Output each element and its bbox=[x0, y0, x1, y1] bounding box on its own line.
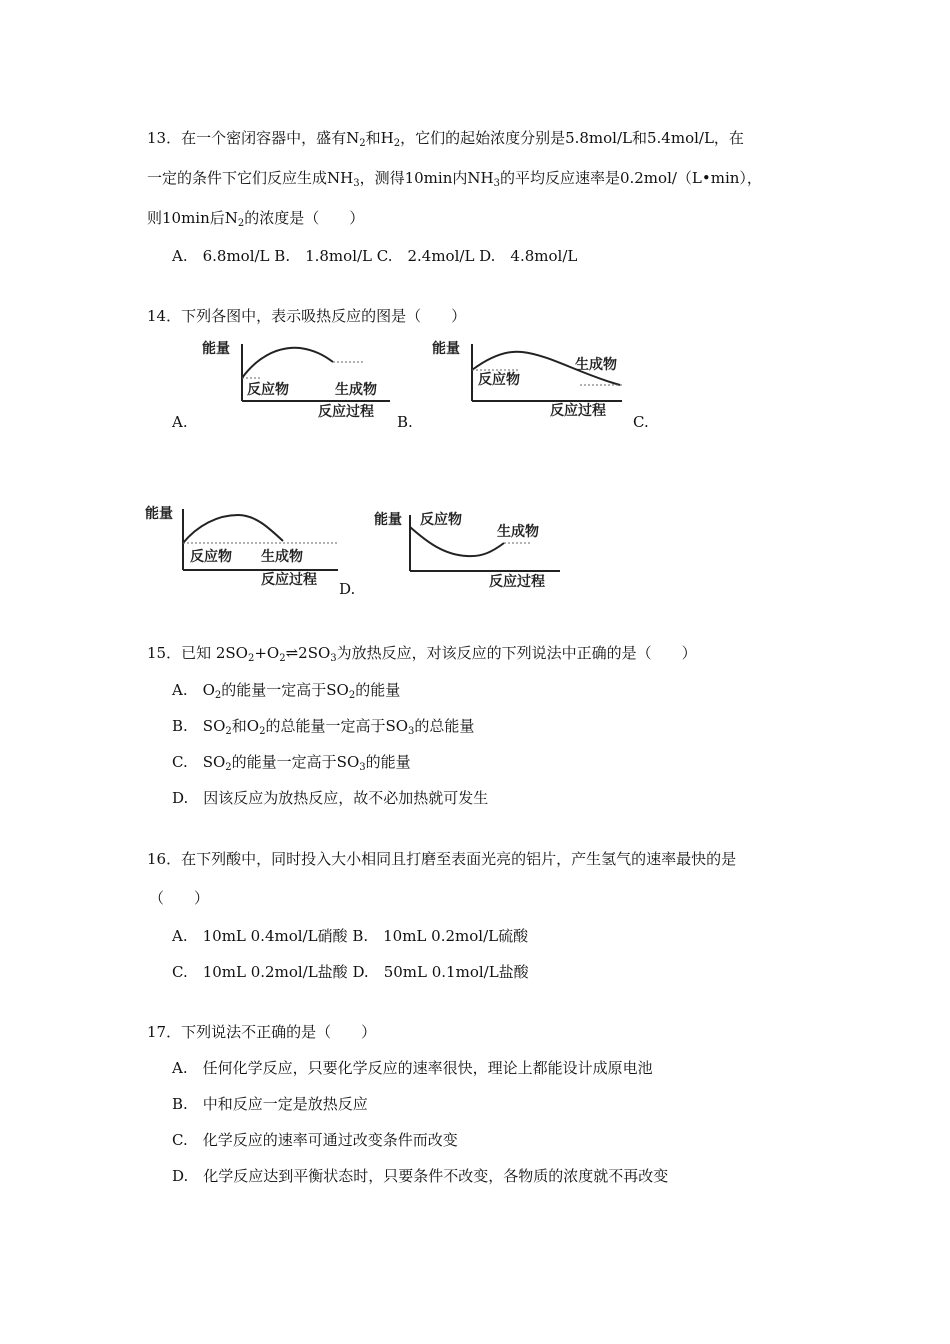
diagram-b-x-label: 反应过程 bbox=[550, 403, 606, 419]
option-b-label: B. bbox=[397, 413, 413, 431]
q17-stem: 17．下列说法不正确的是（ ） bbox=[147, 1023, 377, 1041]
diagram-b-y-label: 能量 bbox=[432, 341, 460, 357]
diagram-a-product-label: 生成物 bbox=[335, 382, 377, 398]
diagram-b bbox=[430, 338, 630, 420]
diagram-c-product-label: 生成物 bbox=[261, 549, 303, 565]
q16-options-row-1: A. 10mL 0.4mol/L硝酸 B. 10mL 0.2mol/L硫酸 bbox=[172, 927, 529, 945]
diagram-b-reactant-label: 反应物 bbox=[478, 372, 520, 388]
q15-stem: 15．已知 $2SO_2+O_2\rightleftharpoons 2SO_3$为放热反应，对该反应的下列说法中正确的是（ ） bbox=[147, 644, 697, 664]
q15-option-d: D. 因该反应为放热反应，故不必加热就可发生 bbox=[172, 789, 489, 807]
q16-stem: 16．在下列酸中，同时投入大小相同且打磨至表面光亮的铝片，产生氢气的速率最快的是 bbox=[147, 850, 737, 868]
q16-paren: （ ） bbox=[149, 889, 210, 907]
q17-option-c: C. 化学反应的速率可通过改变条件而改变 bbox=[172, 1131, 458, 1149]
diagram-a-x-label: 反应过程 bbox=[318, 404, 374, 420]
q16-options-row-2: C. 10mL 0.2mol/L盐酸 D. 50mL 0.1mol/L盐酸 bbox=[172, 963, 529, 981]
diagram-d-y-label: 能量 bbox=[374, 512, 402, 528]
diagram-d bbox=[372, 507, 567, 592]
option-a-label: A. bbox=[172, 413, 188, 431]
q15-option-b: B. $SO_2$和$O_2$的总能量一定高于$SO_3$的总能量 bbox=[172, 717, 475, 737]
diagram-a-reactant-label: 反应物 bbox=[247, 382, 289, 398]
diagram-d-product-label: 生成物 bbox=[497, 524, 539, 540]
q17-option-a: A. 任何化学反应，只要化学反应的速率很快，理论上都能设计成原电池 bbox=[172, 1059, 653, 1077]
diagram-c-y-label: 能量 bbox=[145, 506, 173, 522]
diagram-d-x-label: 反应过程 bbox=[489, 574, 545, 590]
q13-line-2: 一定的条件下它们反应生成$NH_3$，测得10min内$NH_3$的平均反应速率是0.2mol/（L•min）， bbox=[147, 169, 762, 189]
option-d-label: D. bbox=[339, 580, 356, 598]
q17-option-b: B. 中和反应一定是放热反应 bbox=[172, 1095, 368, 1113]
diagram-a bbox=[200, 338, 395, 420]
q15-option-a: A. $O_2$的能量一定高于$SO_2$的能量 bbox=[172, 681, 401, 701]
diagram-c bbox=[143, 503, 343, 588]
q13-line-3: 则10min后$N_2$的浓度是（ ） bbox=[147, 209, 365, 229]
q13-options: A. 6.8mol/L B. 1.8mol/L C. 2.4mol/L D. 4.8mol/L bbox=[172, 247, 578, 265]
diagram-c-reactant-label: 反应物 bbox=[190, 549, 232, 565]
option-c-label: C. bbox=[633, 413, 649, 431]
q13-line-1: 13．在一个密闭容器中，盛有$N_2$和$H_2$，它们的起始浓度分别是5.8mol/L和5.4mol/L，在 bbox=[147, 129, 744, 149]
diagram-c-x-label: 反应过程 bbox=[261, 572, 317, 588]
diagram-a-y-label: 能量 bbox=[202, 341, 230, 357]
diagram-d-reactant-label: 反应物 bbox=[420, 512, 462, 528]
diagram-b-product-label: 生成物 bbox=[575, 357, 617, 373]
q14-stem: 14．下列各图中，表示吸热反应的图是（ ） bbox=[147, 307, 467, 325]
q17-option-d: D. 化学反应达到平衡状态时，只要条件不改变，各物质的浓度就不再改变 bbox=[172, 1167, 669, 1185]
q15-option-c: C. $SO_2$的能量一定高于$SO_3$的能量 bbox=[172, 753, 411, 773]
